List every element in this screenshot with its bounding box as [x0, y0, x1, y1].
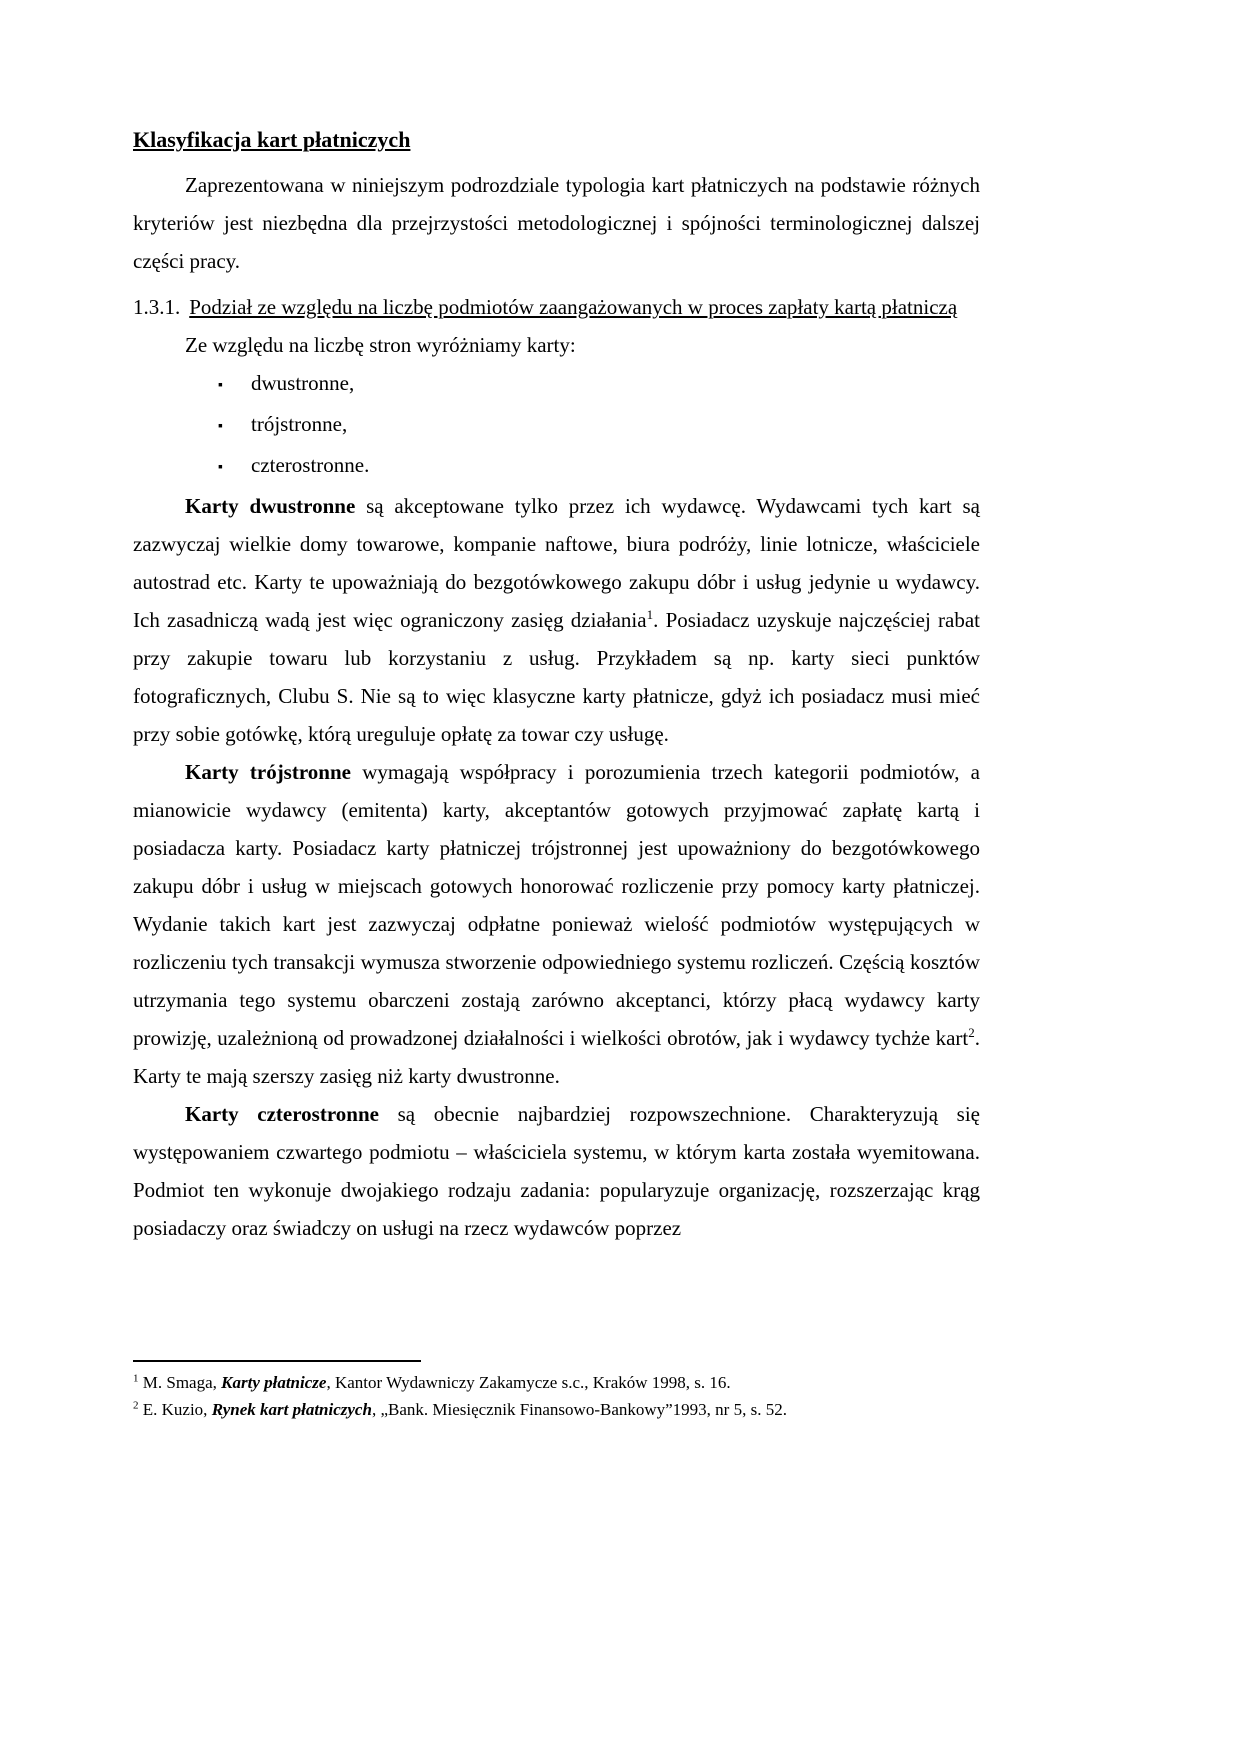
section-heading-text: Podział ze względu na liczbę podmiotów zaangażowanych w proces zapłaty kartą płatniczą [189, 295, 958, 319]
footnote-text: , Kantor Wydawniczy Zakamycze s.c., Kraków 1998, s. 16. [326, 1373, 731, 1392]
footnote-number: 2 [133, 1399, 139, 1412]
intro-paragraph: Zaprezentowana w niniejszym podrozdziale typologia kart płatniczych na podstawie różnych kryteriów jest niezbędna dla przejrzystości metodologicznej i spójności terminologicznej dalszej części pracy. [133, 173, 980, 273]
list-item [218, 364, 980, 405]
footnote-text: E. Kuzio, [138, 1400, 212, 1419]
document-title: Klasyfikacja kart płatniczych [133, 127, 411, 152]
paragraph-lead: Karty czterostronne [185, 1102, 379, 1126]
section-number: 1.3.1. [133, 295, 181, 319]
footnote-text: , „Bank. Miesięcznik Finansowo-Bankowy”1993, nr 5, s. 52. [371, 1400, 787, 1419]
paragraph-dwustronne [133, 487, 980, 753]
section-heading [133, 288, 980, 326]
footnote-ref-2: 2 [968, 1025, 975, 1040]
footnote-number: 1 [133, 1372, 139, 1385]
footnote-work-title: Karty płatnicze [221, 1373, 327, 1392]
list-item [218, 446, 980, 487]
footnotes-section [133, 1360, 980, 1423]
bullet-square-icon: ▪ [218, 378, 223, 393]
list-item [218, 405, 980, 446]
paragraph-lead: Karty trójstronne [185, 760, 351, 784]
list-item-text: dwustronne, [251, 371, 355, 395]
footnote-ref-1: 1 [646, 607, 654, 622]
paragraph-czterostronne [133, 1095, 980, 1247]
bullet-square-icon: ▪ [218, 419, 223, 434]
paragraph-text: . Posiadacz uzyskuje najczęściej rabat przy zakupie towaru lub korzystaniu z usług. Przykładem są np. karty sieci punktów fotograficznych, Clubu S. Nie są to więc klasyczne karty płatnicze, gdyż ich posiadacz musi mieć przy sobie gotówkę, którą ureguluje opłatę za towar czy usługę. [133, 608, 980, 746]
footnote-separator [133, 1360, 421, 1362]
footnote-2 [133, 1396, 980, 1423]
footnote-text: M. Smaga, [138, 1373, 222, 1392]
list-item-text: czterostronne. [251, 453, 370, 477]
footnote-1 [133, 1369, 980, 1396]
paragraph-text: wymagają współpracy i porozumienia trzech kategorii podmiotów, a mianowicie wydawcy (emitenta) karty, akceptantów gotowych przyjmować zapłatę kartą i posiadacza karty. Posiadacz karty płatniczej trójstronnej jest upoważniony do bezgotówkowego zakupu dóbr i usług w miejscach gotowych honorować rozliczenie przy pomocy karty płatniczej. Wydanie takich kart jest zazwyczaj odpłatne ponieważ wielość podmiotów występujących w rozliczeniu tych transakcji wymusza stworzenie odpowiedniego systemu rozliczeń. Częścią kosztów utrzymania tego systemu obarczeni zostają zarówno akceptanci, którzy płacą wydawcy karty prowizję, uzależnioną od prowadzonej działalności i wielkości obrotów, jak i wydawcy tychże kart [133, 760, 981, 1050]
paragraph-text: są obecnie najbardziej rozpowszechnione. Charakteryzują się występowaniem czwartego podmiotu – właściciela systemu, w którym karta została wyemitowana. Podmiot ten wykonuje dwojakiego rodzaju zadania: popularyzuje organizację, rozszerzając krąg posiadaczy oraz świadczy on usługi na rzecz wydawców poprzez [133, 1102, 980, 1240]
paragraph-text: . Karty te mają szerszy zasięg niż karty dwustronne. [133, 1026, 980, 1088]
list-item-text: trójstronne, [251, 412, 348, 436]
paragraph-text: są akceptowane tylko przez ich wydawcę. Wydawcami tych kart są zazwyczaj wielkie domy towarowe, kompanie naftowe, biura podróży, linie lotnicze, właściciele autostrad etc. Karty te upoważniają do bezgotówkowego zakupu dóbr i usług jedynie u wydawcy. Ich zasadniczą wadą jest więc ograniczony zasięg działania [133, 494, 980, 632]
footnote-work-title: Rynek kart płatniczych [211, 1400, 372, 1419]
document-content [133, 120, 980, 1247]
paragraph-lead: Karty dwustronne [185, 494, 356, 518]
paragraph-trojstronne [133, 753, 980, 1095]
card-type-list [133, 364, 980, 487]
bullet-square-icon: ▪ [218, 460, 223, 475]
list-intro: Ze względu na liczbę stron wyróżniamy karty: [185, 333, 576, 357]
